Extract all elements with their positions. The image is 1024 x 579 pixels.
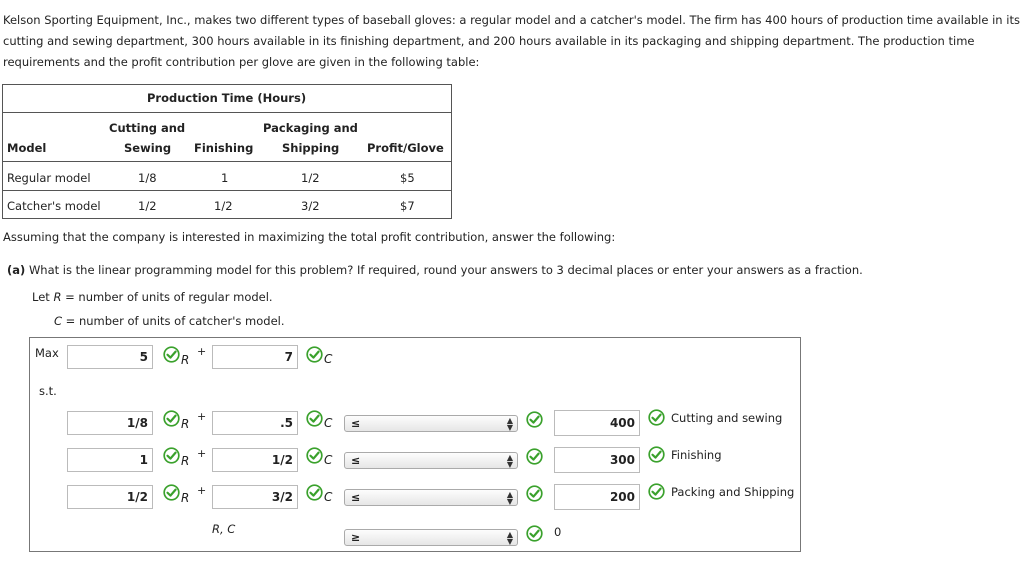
- let-prefix: Let: [32, 290, 54, 304]
- nonneg-rhs: 0: [554, 525, 562, 539]
- constraint-3-c-coef-input[interactable]: 3/2: [212, 485, 298, 509]
- table-cell: 1/2: [301, 171, 320, 185]
- plus-sign: +: [197, 345, 207, 358]
- constraint-1-label: Cutting and sewing: [671, 411, 783, 425]
- col-header-cutting-2: Sewing: [124, 141, 172, 155]
- assumption-text: Assuming that the company is interested in maximizing the total profit contribution, answer the following:: [3, 230, 616, 244]
- check-icon: [526, 448, 543, 465]
- check-icon: [163, 346, 180, 363]
- var-c-label: C: [324, 352, 333, 366]
- check-icon: [306, 410, 323, 427]
- production-table: [2, 84, 452, 219]
- var-c-label: C: [324, 416, 333, 430]
- constraint-1-sign-select[interactable]: [344, 415, 518, 432]
- select-arrows-icon: ▲ ▼: [506, 530, 513, 546]
- constraint-2-sign-select[interactable]: [344, 452, 518, 469]
- check-icon: [306, 484, 323, 501]
- check-icon: [648, 446, 665, 463]
- let-c-definition: [54, 314, 285, 328]
- table-cell: 1/2: [138, 199, 157, 213]
- select-arrows-icon: ▲ ▼: [506, 416, 513, 432]
- constraint-3-r-coef-input[interactable]: 1/2: [67, 485, 153, 509]
- let-c-text: = number of units of catcher's model.: [62, 314, 285, 328]
- var-r-label: R: [181, 454, 190, 468]
- var-c-label: C: [324, 490, 333, 504]
- col-header-model: Model: [7, 141, 47, 155]
- table-cell: 1/2: [214, 199, 233, 213]
- constraint-2-label: Finishing: [671, 448, 722, 462]
- table-row-regular-model: Regular model: [7, 171, 91, 185]
- constraint-1-r-coef-input[interactable]: 1/8: [67, 411, 153, 435]
- col-header-profit: Profit/Glove: [367, 141, 444, 155]
- constraint-3-rhs-input[interactable]: 200: [554, 484, 640, 510]
- check-icon: [306, 447, 323, 464]
- var-c-label: C: [324, 453, 333, 467]
- select-arrows-icon: ▲ ▼: [506, 453, 513, 469]
- constraint-2-c-coef-input[interactable]: 1/2: [212, 448, 298, 472]
- var-r-label: R: [181, 491, 190, 505]
- col-header-packaging-2: Shipping: [282, 141, 340, 155]
- check-icon: [526, 525, 543, 542]
- col-header-finishing: Finishing: [194, 141, 254, 155]
- var-c: C: [54, 314, 63, 328]
- constraint-1-rhs-input[interactable]: 400: [554, 410, 640, 436]
- objective-c-coef-input[interactable]: 7: [212, 345, 298, 369]
- check-icon: [163, 447, 180, 464]
- question-label: (a): [7, 263, 26, 277]
- check-icon: [526, 411, 543, 428]
- check-icon: [526, 485, 543, 502]
- table-cell: 1: [221, 171, 229, 185]
- sign-value: ≤: [351, 417, 361, 430]
- constraint-2-rhs-input[interactable]: 300: [554, 447, 640, 473]
- table-cell: 3/2: [301, 199, 320, 213]
- plus-sign: +: [197, 410, 207, 423]
- st-label: s.t.: [39, 384, 57, 398]
- problem-intro: Kelson Sporting Equipment, Inc., makes two different types of baseball gloves: a regular model and a catcher's model. The firm has 400 hours of production time available in its cutting and sewing department, 300 hours available in its finishing department, and 200 hours available in its packaging and shipping department. The production time requirements and the profit contribution per glove are given in the following table:: [3, 13, 1020, 69]
- table-cell: 1/8: [138, 171, 157, 185]
- plus-sign: +: [197, 447, 207, 460]
- sign-value: ≤: [351, 491, 361, 504]
- check-icon: [306, 346, 323, 363]
- constraint-3-sign-select[interactable]: [344, 489, 518, 506]
- plus-sign: +: [197, 484, 207, 497]
- select-arrows-icon: ▲ ▼: [506, 490, 513, 506]
- var-r-label: R: [181, 417, 190, 431]
- table-cell: $5: [400, 171, 415, 185]
- table-cell: $7: [400, 199, 415, 213]
- nonneg-sign-select[interactable]: [344, 529, 518, 546]
- constraint-2-r-coef-input[interactable]: 1: [67, 448, 153, 472]
- nonneg-vars: R, C: [212, 522, 236, 536]
- var-r: R: [53, 290, 62, 304]
- table-row-catchers-model: Catcher's model: [7, 199, 101, 213]
- constraint-1-c-coef-input[interactable]: .5: [212, 411, 298, 435]
- check-icon: [163, 484, 180, 501]
- constraint-3-label: Packing and Shipping: [671, 485, 795, 499]
- col-header-cutting-1: Cutting and: [109, 121, 186, 135]
- check-icon: [163, 410, 180, 427]
- col-header-packaging-1: Packaging and: [263, 121, 358, 135]
- lp-model-form: [29, 337, 801, 552]
- question-a: [7, 263, 863, 277]
- group-header: Production Time (Hours): [147, 91, 307, 105]
- sign-value: ≥: [351, 531, 361, 544]
- let-r-definition: [32, 290, 273, 304]
- var-r-label: R: [181, 353, 190, 367]
- max-label: Max: [35, 346, 59, 360]
- question-text: What is the linear programming model for this problem? If required, round your answers to 3 decimal places or enter your answers as a fraction.: [28, 263, 863, 277]
- check-icon: [648, 409, 665, 426]
- let-r-text: = number of units of regular model.: [61, 290, 273, 304]
- check-icon: [648, 483, 665, 500]
- sign-value: ≤: [351, 454, 361, 467]
- objective-r-coef-input[interactable]: 5: [67, 345, 153, 369]
